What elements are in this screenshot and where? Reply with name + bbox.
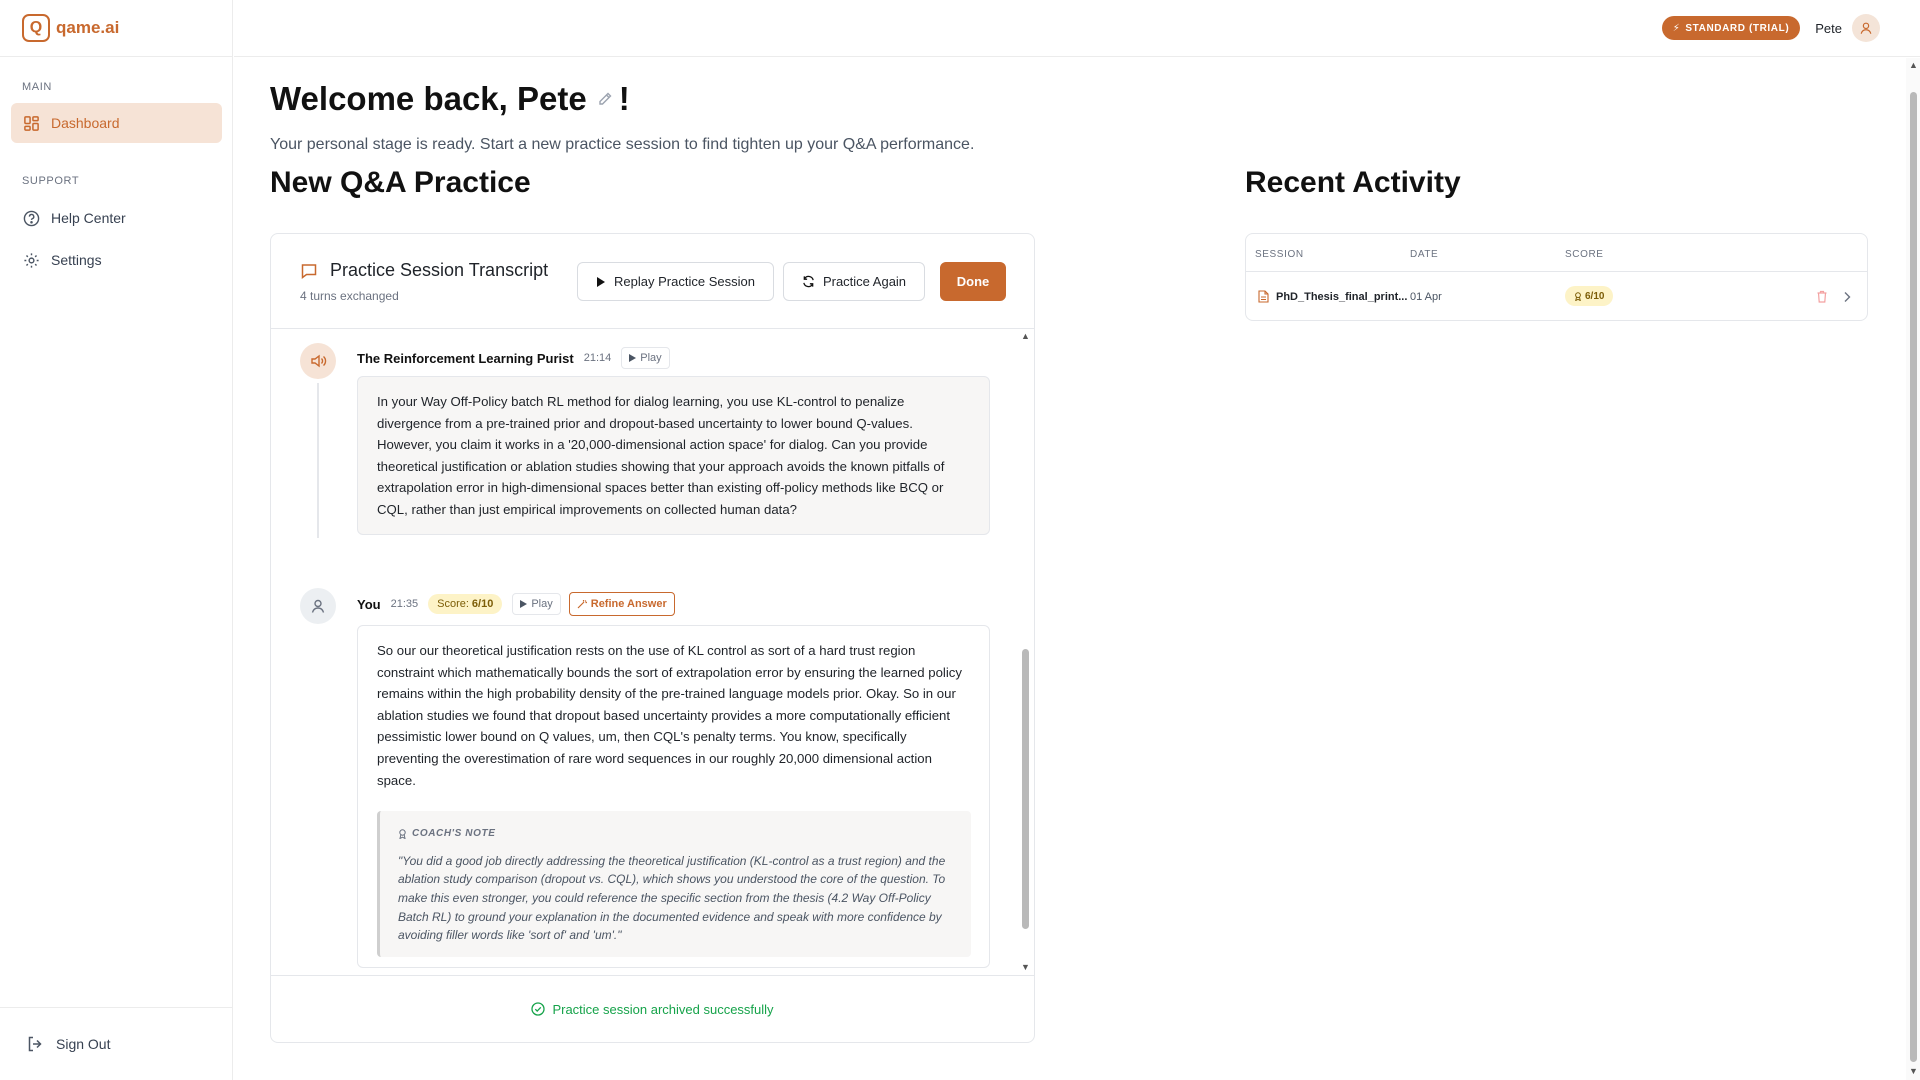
play-icon	[629, 354, 636, 362]
transcript-scroll-area[interactable]	[271, 330, 1034, 975]
practice-again-button[interactable]	[783, 262, 925, 301]
chat-bubble-icon	[300, 262, 318, 280]
play-icon	[520, 600, 527, 608]
sidebar-item-label: Help Center	[51, 210, 126, 226]
transcript-scrollbar[interactable]	[1019, 331, 1031, 974]
message-header	[357, 347, 670, 369]
document-icon	[1258, 273, 1269, 320]
score-value: 6/10	[471, 598, 494, 610]
session-score-value: 6/10	[1585, 290, 1605, 302]
bolt-icon: ⚡	[1672, 22, 1681, 34]
thread-line	[317, 383, 319, 538]
replay-session-button[interactable]	[577, 262, 774, 301]
refine-answer-button[interactable]	[569, 592, 675, 616]
play-icon	[596, 276, 606, 288]
page-scrollbar-thumb[interactable]	[1910, 92, 1917, 1062]
coach-note-header	[398, 823, 957, 845]
sign-out-icon	[26, 1035, 44, 1053]
welcome-text: Welcome back, Pete	[270, 80, 587, 117]
answer-bubble	[357, 625, 990, 968]
page-subtitle: Your personal stage is ready. Start a new practice session to find tighten up your Q&A performance.	[270, 136, 975, 153]
sidebar-item-label: Dashboard	[51, 115, 120, 131]
brand-logo-icon: Q	[22, 14, 50, 42]
transcript-title	[300, 260, 548, 281]
transcript-card	[270, 233, 1035, 1043]
scrollbar-thumb[interactable]	[1022, 649, 1029, 929]
welcome-suffix: !	[618, 80, 630, 117]
recent-activity-table	[1245, 233, 1868, 321]
brand[interactable]	[0, 0, 232, 57]
nav-section-main: MAIN	[22, 81, 52, 93]
plan-label: STANDARD (TRIAL)	[1685, 22, 1790, 34]
page-scroll-down-icon[interactable]: ▼	[1909, 1066, 1918, 1076]
activity-heading: Recent Activity	[1245, 166, 1461, 199]
sign-out-button[interactable]	[0, 1007, 233, 1080]
practice-again-label: Practice Again	[822, 274, 907, 289]
coach-note-label: COACH'S NOTE	[412, 828, 496, 840]
nav-section-support: SUPPORT	[22, 175, 80, 187]
trash-icon[interactable]	[1816, 273, 1828, 320]
speaker-volume-icon	[309, 352, 327, 370]
speaker-avatar	[300, 343, 336, 379]
scroll-up-arrow-icon[interactable]: ▲	[1021, 331, 1030, 341]
session-status-text: Practice session archived successfully	[552, 1001, 774, 1017]
scroll-down-arrow-icon[interactable]: ▼	[1021, 962, 1030, 972]
refine-answer-label: Refine Answer	[590, 598, 667, 610]
edit-name-pencil-icon[interactable]	[597, 91, 613, 107]
user-avatar-small	[300, 588, 336, 624]
coach-note-text: "You did a good job directly addressing the theoretical justification (KL-control as a trust region) and the ablation study comparison (dropout vs. CQL), which shows you understood the core of the question. To make this even stronger, you could reference the specific section from the thesis (4.2 Way Off-Policy Batch RL) to ground your explanation in the documented evidence and speak with more confidence by avoiding filler words like 'sort of' and 'um'."	[398, 853, 946, 943]
sidebar-item-help-center[interactable]	[11, 198, 222, 238]
user-avatar[interactable]	[1852, 14, 1880, 42]
page-scroll-up-icon[interactable]: ▲	[1909, 60, 1918, 70]
done-label: Done	[956, 274, 990, 289]
speaker-name: You	[357, 596, 381, 612]
transcript-header	[271, 234, 1034, 329]
play-label: Play	[640, 352, 662, 364]
column-header-date: DATE	[1410, 249, 1439, 260]
sidebar-item-dashboard[interactable]	[11, 103, 222, 143]
check-circle-icon	[531, 1002, 545, 1016]
table-header	[1246, 234, 1867, 272]
page-title	[270, 80, 630, 118]
session-name[interactable]: PhD_Thesis_final_print...	[1276, 290, 1408, 303]
session-score	[1565, 286, 1613, 306]
plan-badge[interactable]	[1662, 16, 1800, 40]
message-time: 21:14	[583, 352, 612, 364]
column-header-score: SCORE	[1565, 249, 1604, 260]
refresh-icon	[802, 275, 815, 288]
score-badge	[428, 594, 502, 614]
sign-out-label: Sign Out	[56, 1036, 111, 1052]
sidebar-item-settings[interactable]	[11, 240, 222, 280]
score-label: Score:	[437, 598, 469, 610]
practice-heading: New Q&A Practice	[270, 166, 531, 199]
column-header-session: SESSION	[1255, 249, 1304, 260]
table-row[interactable]	[1246, 273, 1867, 320]
session-status	[271, 975, 1034, 1042]
award-icon	[1574, 292, 1582, 301]
question-bubble: In your Way Off-Policy batch RL method for dialog learning, you use KL-control to penalize divergence from a pre-trained prior and dropout-based uncertainty to lower bound Q-values. However, you claim it works in a '20,000-dimensional action space' for dialog. Can you provide theoretical justification or ablation studies showing that your approach avoids the known pitfalls of extrapolation error in high-dimensional spaces better than existing off-policy methods like BCQ or CQL, rather than just empirical improvements on collected human data?	[357, 376, 990, 535]
answer-text: So our our theoretical justification rests on the use of KL control as sort of a hard trust region constraint which mathematically bounds the sort of extrapolation error by ensuring the learned policy remains within the high probability density of the pre-trained language models prior. Okay. So in our ablation studies we found that dropout based uncertainty provides a more computationally efficient pessimistic lower bound on Q values, um, then CQL's penalty terms. You know, specifically preventing the overestimation of rare word sequences in our roughly 20,000 dimensional action space.	[377, 643, 962, 788]
gear-icon	[22, 251, 40, 269]
message-time: 21:35	[390, 598, 419, 610]
sidebar	[0, 0, 233, 1080]
dashboard-icon	[22, 114, 40, 132]
play-message-button[interactable]	[512, 593, 560, 615]
turns-count: 4 turns exchanged	[300, 289, 399, 303]
user-icon	[310, 598, 326, 614]
play-message-button[interactable]	[621, 347, 669, 369]
replay-session-label: Replay Practice Session	[614, 274, 755, 289]
top-bar	[234, 0, 1920, 57]
play-label: Play	[531, 598, 553, 610]
transcript-title-text: Practice Session Transcript	[330, 260, 549, 280]
coach-note	[377, 811, 971, 957]
message-header	[357, 592, 675, 616]
page-scrollbar[interactable]	[1906, 58, 1920, 1080]
brand-name: qame.ai	[56, 18, 120, 37]
speaker-name: The Reinforcement Learning Purist	[357, 350, 574, 366]
done-button[interactable]	[940, 262, 1006, 301]
username: Pete	[1815, 20, 1842, 36]
help-circle-icon	[22, 209, 40, 227]
session-date: 01 Apr	[1410, 290, 1442, 303]
award-icon	[398, 829, 407, 839]
magic-wand-icon	[577, 599, 587, 609]
chevron-right-icon[interactable]	[1843, 273, 1851, 320]
sidebar-item-label: Settings	[51, 252, 102, 268]
user-icon	[1859, 21, 1873, 35]
